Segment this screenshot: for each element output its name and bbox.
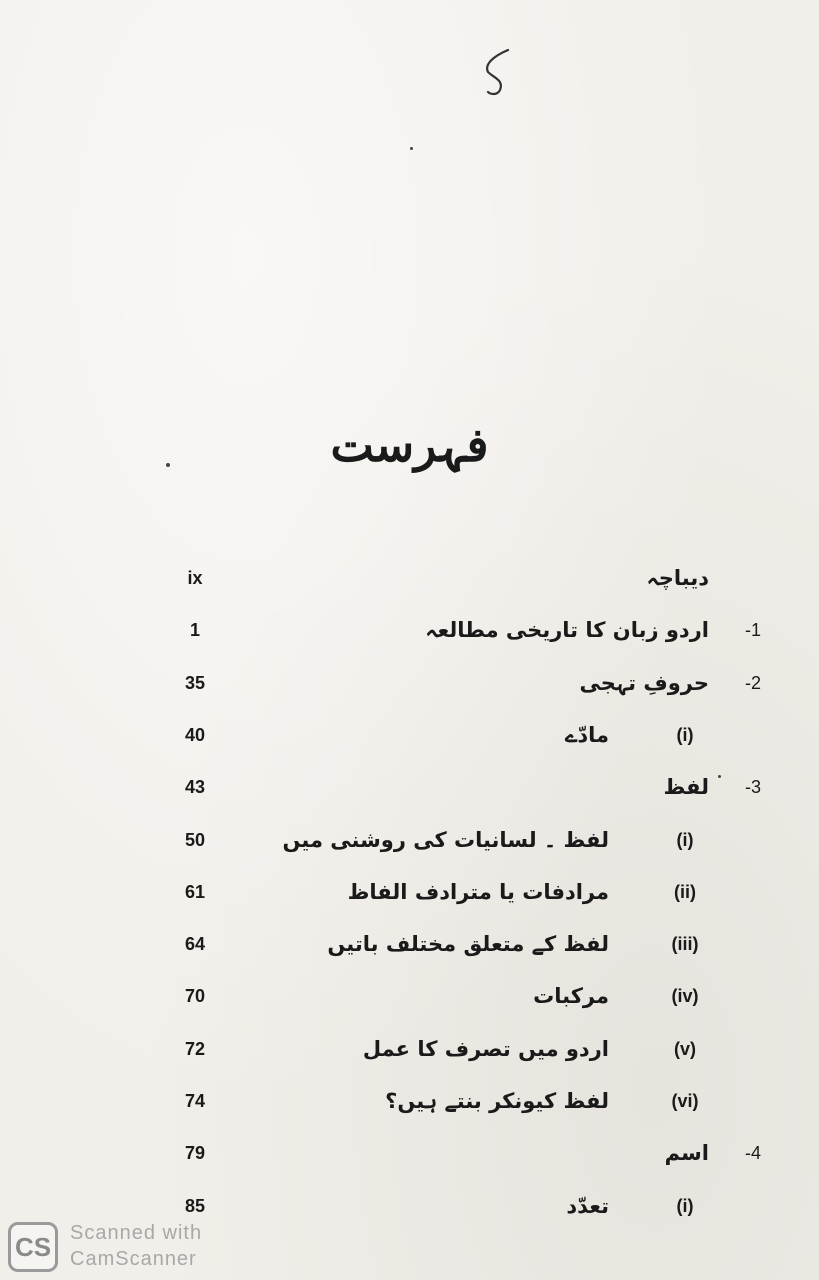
toc-row	[0, 663, 819, 703]
toc-row	[0, 767, 819, 807]
toc-entry-title: حروفِ تہجی	[579, 671, 709, 695]
toc-page-number: 61	[184, 882, 206, 902]
toc-row	[0, 1081, 819, 1121]
toc-row	[0, 872, 819, 912]
toc-page-number: 40	[184, 725, 206, 745]
toc-row	[0, 558, 819, 598]
camscanner-logo-icon: CS	[8, 1222, 58, 1272]
toc-entry-title: تعدّد	[566, 1194, 609, 1218]
toc-page-number: 50	[184, 830, 206, 850]
toc-page-number: 70	[184, 986, 206, 1006]
toc-entry-title: اردو زبان کا تاریخی مطالعہ	[425, 618, 709, 642]
toc-page-number: 79	[184, 1143, 206, 1163]
toc-entry-title: اسم	[664, 1141, 709, 1165]
toc-sub-number: (iii)	[671, 934, 699, 954]
toc-row	[0, 610, 819, 650]
toc-entry-title: لفظ	[663, 775, 709, 799]
toc-row	[0, 820, 819, 860]
toc-row	[0, 1186, 819, 1226]
toc-page-number: 64	[184, 934, 206, 954]
toc-entry-title: لفظ کیونکر بنتے ہیں؟	[385, 1089, 609, 1113]
toc-page-number: ix	[187, 568, 203, 588]
toc-entry-title: لفظ ۔ لسانیات کی روشنی میں	[282, 828, 609, 852]
toc-row	[0, 715, 819, 755]
toc-row	[0, 976, 819, 1016]
toc-page-number: 72	[184, 1039, 206, 1059]
toc-chapter-number: -2	[745, 673, 762, 693]
page-title: فہرست	[330, 418, 489, 472]
toc-sub-number: (i)	[676, 725, 694, 745]
camscanner-watermark	[8, 1222, 228, 1274]
toc-page-number: 85	[184, 1196, 206, 1216]
toc-page-number: 74	[184, 1091, 206, 1111]
toc-row	[0, 1133, 819, 1173]
toc-entry-title: اردو میں تصرف کا عمل	[362, 1037, 609, 1061]
toc-row	[0, 924, 819, 964]
toc-page-number: 35	[184, 673, 206, 693]
toc-chapter-number: -4	[745, 1143, 762, 1163]
toc-page-number: 1	[189, 620, 200, 640]
watermark-line-2: CamScanner	[70, 1248, 197, 1270]
toc-sub-number: (vi)	[671, 1091, 699, 1111]
toc-page-number: 43	[184, 777, 206, 797]
toc-entry-title: مرادفات یا مترادف الفاظ	[347, 880, 609, 904]
toc-sub-number: (v)	[674, 1039, 696, 1059]
toc-entry-title: مادّے	[565, 723, 609, 747]
toc-chapter-number: -1	[745, 620, 762, 640]
toc-row	[0, 1029, 819, 1069]
toc-entry-title: مرکبات	[533, 984, 609, 1008]
toc-entry-title: دیباچہ	[646, 566, 709, 590]
toc-sub-number: (iv)	[671, 986, 699, 1006]
toc-sub-number: (i)	[676, 1196, 694, 1216]
toc-sub-number: (i)	[676, 830, 694, 850]
watermark-line-1: Scanned with	[70, 1222, 203, 1244]
toc-sub-number: (ii)	[674, 882, 696, 902]
toc-entry-title: لفظ کے متعلق مختلف باتیں	[327, 932, 609, 956]
toc-chapter-number: -3	[745, 777, 762, 797]
